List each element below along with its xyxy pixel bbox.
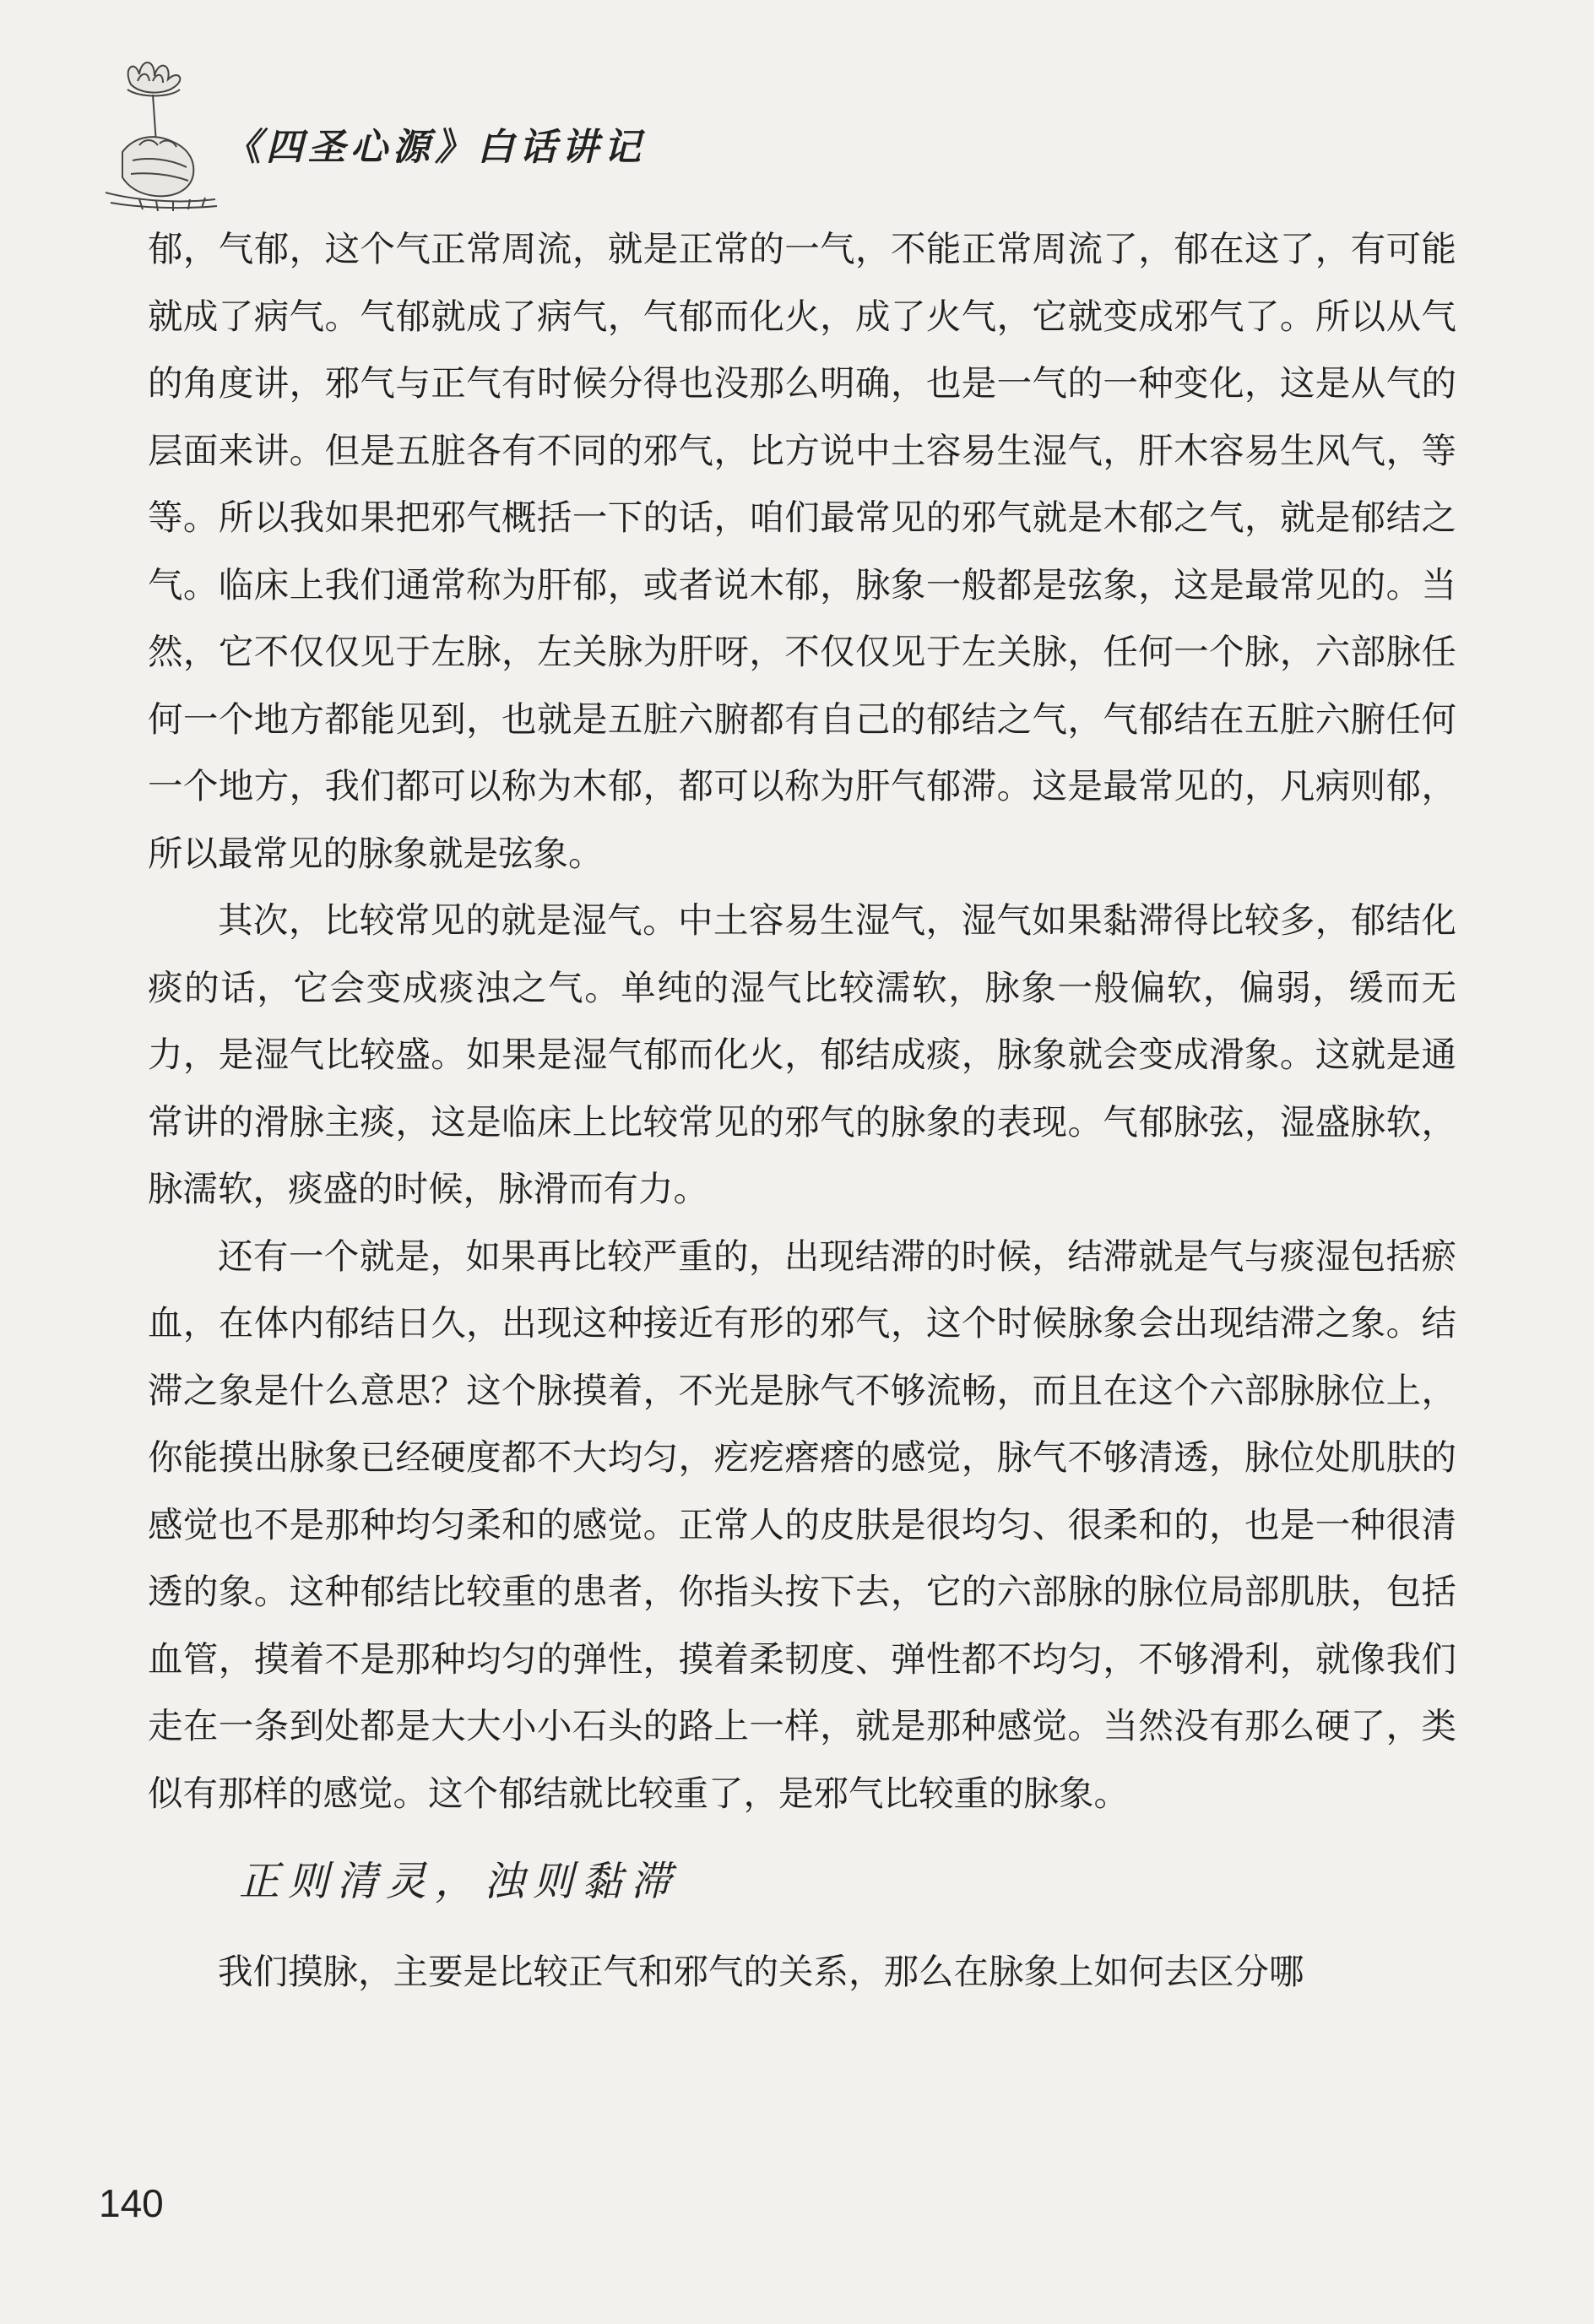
running-header-title: 《四圣心源》白话讲记: [224, 126, 646, 169]
body-text: [148, 215, 1456, 2006]
paragraph-1: 郁，气郁，这个气正常周流，就是正常的一气，不能正常周流了，郁在这了，有可能就成了病气。气郁就成了病气，气郁而化火，成了火气，它就变成邪气了。所以从气的角度讲，邪气与正气有时候分得也没那么明确，也是一气的一种变化，这是从气的层面来讲。但是五脏各有不同的邪气，比方说中土容易生湿气，肝木容易生风气，等等。所以我如果把邪气概括一下的话，咱们最常见的邪气就是木郁之气，就是郁结之气。临床上我们通常称为肝郁，或者说木郁，脉象一般都是弦象，这是最常见的。当然，它不仅仅见于左脉，左关脉为肝呀，不仅仅见于左关脉，任何一个脉，六部脉任何一个地方都能见到，也就是五脏六腑都有自己的郁结之气，气郁结在五脏六腑任何一个地方，我们都可以称为木郁，都可以称为肝气郁滞。这是最常见的，凡病则郁，所以最常见的脉象就是弦象。: [148, 228, 1456, 874]
paragraph-2: 其次，比较常见的就是湿气。中土容易生湿气，湿气如果黏滞得比较多，郁结化痰的话，它会变成痰浊之气。单纯的湿气比较濡软，脉象一般偏软，偏弱，缓而无力，是湿气比较盛。如果是湿气郁而化火，郁结成痰，脉象就会变成滑象。这就是通常讲的滑脉主痰，这是临床上比较常见的邪气的脉象的表现。气郁脉弦，湿盛脉软，脉濡软，痰盛的时候，脉滑而有力。: [148, 899, 1456, 1209]
lotus-in-hand-icon: [89, 51, 224, 211]
paragraph-3: 还有一个就是，如果再比较严重的，出现结滞的时候，结滞就是气与痰湿包括瘀血，在体内郁结日久，出现这种接近有形的邪气，这个时候脉象会出现结滞之象。结滞之象是什么意思？这个脉摸着，不光是脉气不够流畅，而且在这个六部脉脉位上，你能摸出脉象已经硬度都不大均匀，疙疙瘩瘩的感觉，脉气不够清透，脉位处肌肤的感觉也不是那种均匀柔和的感觉。正常人的皮肤是很均匀、很柔和的，也是一种很清透的象。这种郁结比较重的患者，你指头按下去，它的六部脉的脉位局部肌肤，包括血管，摸着不是那种均匀的弹性，摸着柔韧度、弹性都不均匀，不够滑利，就像我们走在一条到处都是大大小小石头的路上一样，就是那种感觉。当然没有那么硬了，类似有那样的感觉。这个郁结就比较重了，是邪气比较重的脉象。: [148, 1235, 1456, 1814]
page-number: 140: [99, 2181, 164, 2225]
paragraph-4: 我们摸脉，主要是比较正气和邪气的关系，那么在脉象上如何去区分哪: [218, 1951, 1304, 1992]
section-heading: 正则清灵，浊则黏滞: [239, 1858, 680, 1905]
